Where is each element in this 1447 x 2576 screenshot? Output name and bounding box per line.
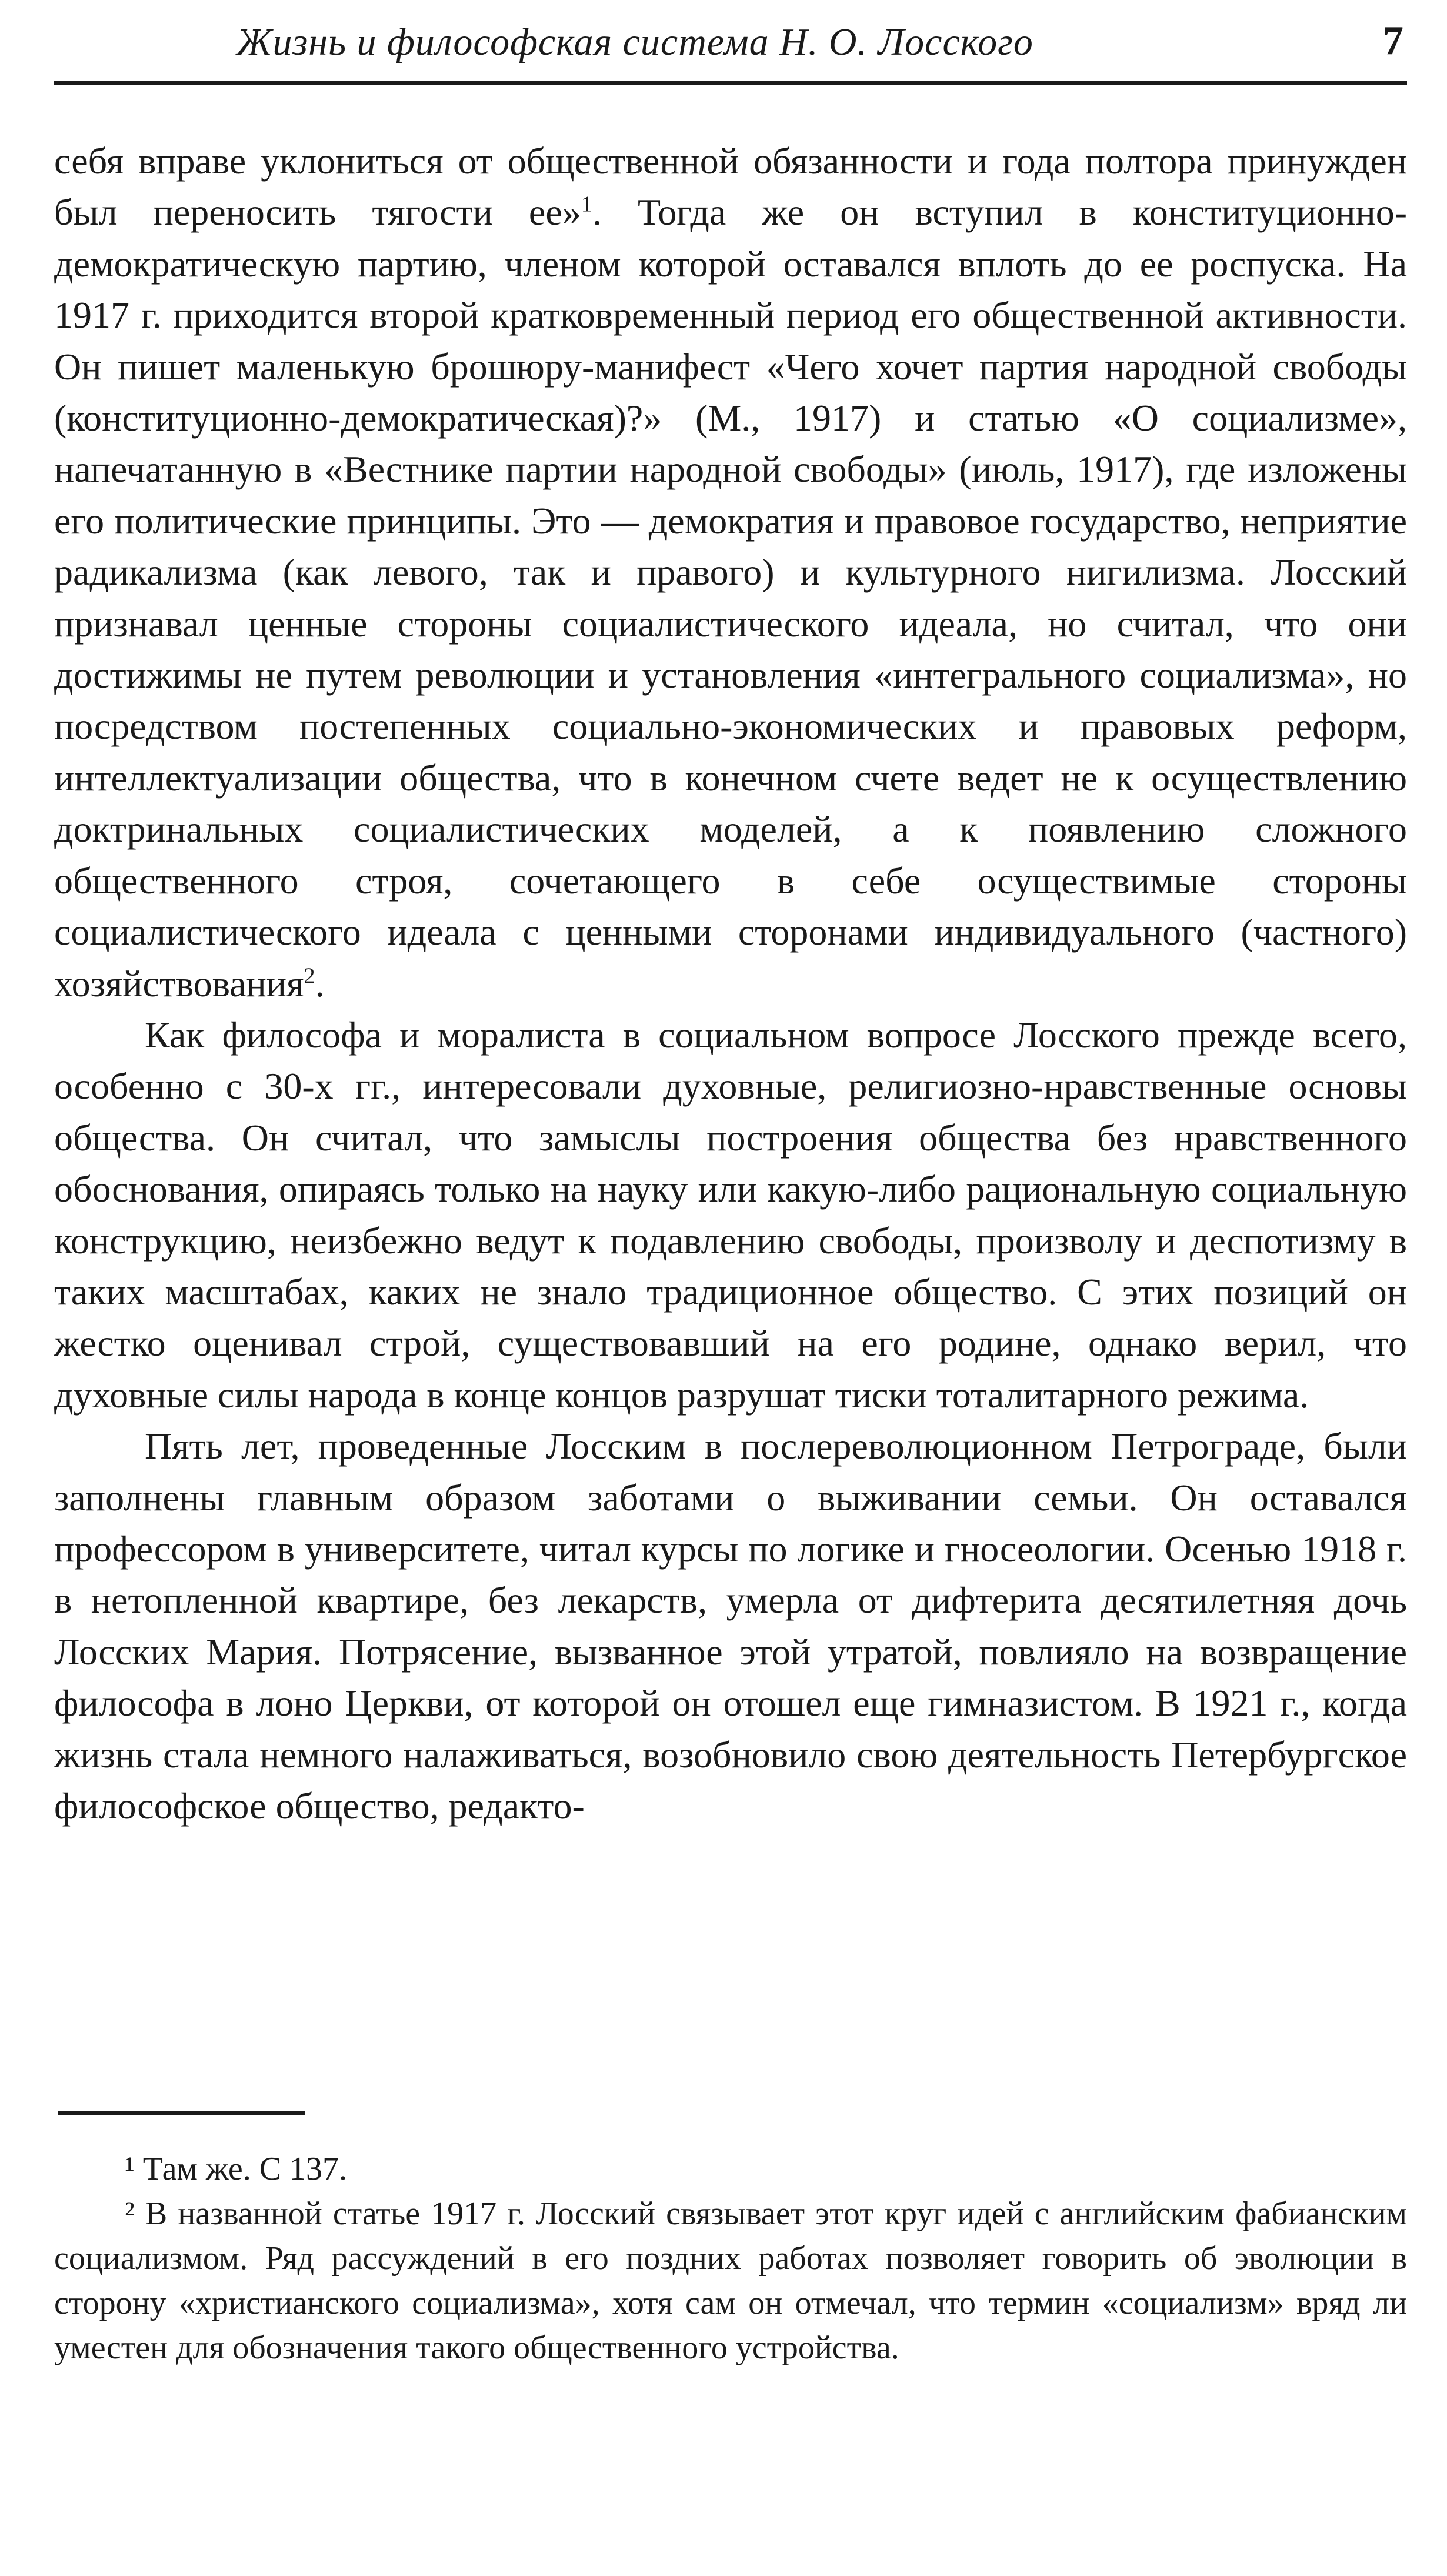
paragraph-1-text-b: . Тогда же он вступил в конституционно-демократическую партию, членом которой оставался вплоть до ее роспуска. На 1917 г. приходится второй кратковременный период его общественной активности. Он пишет маленькую брошюру-манифест «Чего хочет партия народной свободы (конституционно-демократическая)?» (М., 1917) и статью «О социализме», напечатанную в «Вестнике партии народной свободы» (июль, 1917), где изложены его политические принципы. Это — демократия и правовое государство, неприятие радикализма (как левого, так и правого) и культурного нигилизма. Лосский признавал ценные стороны социалистического идеала, но считал, что они достижимы не путем революции и установления «интегрального социализма», но посредством постепенных социально-экономических и правовых реформ, интеллектуализации общества, что в конечном счете ведет не к осуществлению доктринальных социалистических моделей, а к появлению сложного общественного строя, сочетающего в себе осуществимые стороны социалистического идеала с ценными сторонами индивидуального (частного) хозяйствования: [54, 191, 1407, 1005]
paragraph-1-text-c: .: [315, 962, 325, 1005]
footnote-ref-2: 2: [304, 963, 315, 989]
paragraph-1: [54, 135, 1407, 1009]
footnote-2: ² В названной статье 1917 г. Лосский связывает этот круг идей с английским фабианским социализмом. Ряд рассуждений в его поздних работах позволяет говорить об эволюции в сторону «христианского социализма», хотя сам он отмечал, что термин «социализм» вряд ли уместен для обозначения такого общественного устройства.: [54, 2195, 1407, 2366]
running-head: [54, 13, 1407, 78]
footnotes: [54, 2147, 1407, 2529]
page-number: 7: [1383, 18, 1403, 64]
footnote-ref-1: 1: [581, 192, 592, 218]
paragraph-2: Как философа и моралиста в социальном вопросе Лосского прежде всего, особенно с 30-х гг., интересовали духовные, религиозно-нравственные основы общества. Он считал, что замыслы построения общества без нравственного обоснования, опираясь только на науку или какую-либо рациональную социальную конструкцию, неизбежно ведут к подавлению свободы, произволу и деспотизму в таких масштабах, каких не знало традиционное общество. С этих позиций он жестко оценивал строй, существовавший на его родине, однако верил, что духовные силы народа в конце концов разрушат тиски тоталитарного режима.: [54, 1013, 1407, 1416]
header-rule: [54, 81, 1407, 85]
main-text: [54, 135, 1407, 2076]
footnote-rule: [58, 2111, 305, 2115]
footnote-1: ¹ Там же. С 137.: [125, 2151, 348, 2187]
paragraph-1-text-a: себя вправе уклониться от общественной обязанности и года полтора принужден был переносить тягости ее»: [54, 140, 1407, 233]
running-title: Жизнь и философская система Н. О. Лосского: [236, 21, 1033, 64]
paragraph-3: Пять лет, проведенные Лосским в послереволюционном Петрограде, были заполнены главным образом заботами о выживании семьи. Он оставался профессором в университете, читал курсы по логике и гносеологии. Осенью 1918 г. в нетопленной квартире, без лекарств, умерла от дифтерита десятилетняя дочь Лосских Мария. Потрясение, вызванное этой утратой, повлияло на возвращение философа в лоно Церкви, от которой он отошел еще гимназистом. В 1921 г., когда жизнь стала немного налаживаться, возобновило свою деятельность Петербургское философское общество, редакто-: [54, 1425, 1407, 1827]
